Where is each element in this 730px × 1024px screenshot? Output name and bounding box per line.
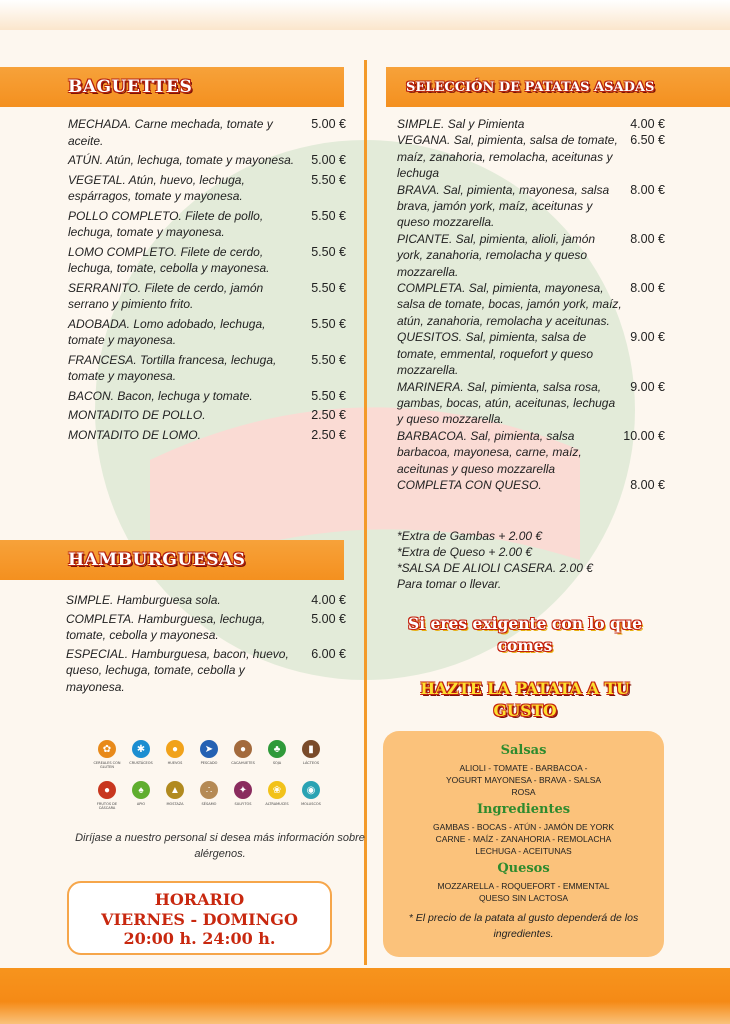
menu-item-name: LOMO COMPLETO. [68, 244, 178, 259]
menu-item [68, 172, 346, 205]
menu-item-ingredients: Sal, pimienta, mayonesa, salsa de tomate, bocas, jamón york, maíz, atún, zanahoria, remolacha y aceitunas. [397, 281, 622, 328]
crab-icon: ✱ [132, 740, 150, 758]
menu-item-description [397, 280, 630, 329]
menu-item [397, 231, 665, 280]
sulphite-icon: ✦ [234, 781, 252, 799]
menu-item-price: 9.00 € [630, 330, 665, 345]
menu-item-name: SERRANITO. [68, 280, 142, 295]
horario-hours: 20:00 h. 24:00 h. [123, 929, 276, 948]
slogan-exigente: Si eres exigente con lo que comes [408, 614, 642, 655]
allergen-item [158, 740, 192, 769]
quesos-list: MOZZARELLA - ROQUEFORT - EMMENTAL QUESO SIN LACTOSA [437, 881, 610, 903]
salsas-title: Salsas [500, 743, 547, 758]
extras-list [397, 528, 667, 592]
wheat-icon: ✿ [98, 740, 116, 758]
allergen-label: MOSTAZA [166, 802, 184, 806]
menu-item-ingredients: Sal, pimienta, salsa barbacoa, mayonesa, carne, maíz, aceitunas y queso mozzarella [397, 428, 582, 476]
menu-item-price: 5.00 € [311, 153, 346, 167]
menu-item [68, 407, 346, 424]
menu-item [397, 379, 665, 428]
allergen-label: PESCADO [200, 761, 218, 765]
menu-item-price: 4.00 € [630, 117, 665, 131]
ingredientes-title: Ingredientes [476, 802, 571, 817]
menu-item-price: 5.00 € [311, 611, 346, 626]
menu-item [397, 116, 665, 132]
menu-item [66, 646, 346, 696]
hamburguesas-title: HAMBURGUESAS [68, 550, 246, 570]
allergen-label: CACAHUETES [231, 761, 255, 765]
mollusc-icon: ◉ [302, 781, 320, 799]
menu-item [68, 208, 346, 241]
menu-item-price: 9.00 € [630, 379, 665, 394]
menu-item-description [397, 329, 630, 378]
menu-item [397, 477, 665, 493]
menu-item-name: SIMPLE. [66, 593, 114, 607]
menu-item-ingredients: Tortilla francesa, lechuga, tomate y mayonesa. [68, 352, 277, 383]
nut-icon: ● [98, 781, 116, 799]
menu-item-description [397, 116, 630, 132]
menu-item-name: VEGANA. [397, 133, 451, 148]
menu-item-price: 2.50 € [311, 408, 346, 422]
menu-item-ingredients: Hamburguesa, bacon, huevo, queso, lechuga, tomate, cebolla y mayonesa. [66, 646, 289, 694]
menu-item-description [66, 646, 311, 696]
menu-item-ingredients: Lomo adobado, lechuga, tomate y mayonesa. [68, 316, 266, 347]
lupin-icon: ❀ [268, 781, 286, 799]
menu-item-price: 5.50 € [311, 316, 346, 331]
menu-item-price: 4.00 € [311, 593, 346, 607]
menu-item-name: COMPLETA. [66, 611, 135, 626]
bottom-band [0, 968, 730, 1024]
allergen-item [226, 740, 260, 769]
quesos-title: Quesos [497, 861, 550, 876]
allergen-item [90, 781, 124, 810]
menu-item-description [68, 152, 311, 169]
allergen-item [124, 781, 158, 810]
allergen-item [226, 781, 260, 810]
menu-item-price: 5.50 € [311, 208, 346, 223]
menu-item-description [66, 592, 311, 609]
menu-item-price: 5.50 € [311, 244, 346, 259]
allergen-label: MOLUSCOS [301, 802, 321, 806]
allergen-item [158, 781, 192, 810]
menu-item-description [68, 407, 311, 424]
menu-item-ingredients: Filete de cerdo, jamón serrano y pimiento frito. [68, 280, 264, 311]
menu-item-name: BARBACOA. [397, 428, 468, 443]
menu-item [68, 280, 346, 313]
allergen-label: CRUSTÁCEOS [129, 761, 153, 765]
menu-item-name: VEGETAL. [68, 172, 126, 187]
allergen-item [124, 740, 158, 769]
menu-item-description [68, 172, 311, 205]
menu-item-description [397, 231, 630, 280]
menu-item-name: MONTADITO DE LOMO. [68, 427, 201, 442]
menu-item [68, 116, 346, 149]
menu-item-name: POLLO COMPLETO. [68, 208, 182, 223]
top-band [0, 0, 730, 30]
allergen-label: APIO [136, 802, 146, 806]
menu-item-description [68, 352, 311, 385]
menu-item [68, 388, 346, 405]
menu-item-ingredients: Sal y Pimienta [444, 117, 525, 131]
menu-item-description [68, 388, 311, 405]
menu-item-name: COMPLETA CON QUESO. [397, 477, 542, 492]
allergen-label: FRUTOS DE CÁSCARA [96, 802, 118, 810]
menu-item-name: ESPECIAL. [66, 646, 129, 661]
allergen-label: SÉSAMO [201, 802, 217, 806]
menu-item-name: FRANCESA. [68, 352, 137, 367]
menu-item-description [397, 379, 630, 428]
menu-item-price: 6.50 € [630, 133, 665, 148]
allergen-label: LÁCTEOS [302, 761, 320, 765]
menu-item-description [68, 208, 311, 241]
menu-item-ingredients: Sal, pimienta, salsa de tomate, emmental, roquefort y queso mozzarella. [397, 330, 594, 378]
menu-item-price: 8.00 € [630, 477, 665, 492]
allergen-item [294, 740, 328, 769]
menu-item-price: 8.00 € [630, 231, 665, 246]
slogan-hazte-patata: HAZTE LA PATATA A TU GUSTO [420, 679, 630, 720]
menu-item-price: 10.00 € [623, 428, 665, 443]
menu-item-name: BRAVA. [397, 182, 440, 197]
menu-item-price: 2.50 € [311, 427, 346, 442]
patatas-title: SELECCIÓN DE PATATAS ASADAS [406, 79, 655, 95]
menu-item-ingredients: Hamburguesa, lechuga, tomate, cebolla y mayonesa. [66, 611, 266, 642]
menu-item-ingredients: Sal, pimienta, mayonesa, salsa brava, jamón york, maíz, aceitunas y queso mozzarella. [397, 182, 610, 230]
allergen-item [90, 740, 124, 769]
sesame-icon: ∴ [200, 781, 218, 799]
menu-item-name: MARINERA. [397, 379, 464, 394]
menu-item [397, 329, 665, 378]
allergen-item [192, 781, 226, 810]
allergen-label: SULFITOS [234, 802, 252, 806]
peanut-icon: ● [234, 740, 252, 758]
menu-item-name: ATÚN. [68, 153, 104, 167]
menu-item-price: 5.50 € [311, 280, 346, 295]
menu-item-description [397, 428, 623, 477]
horario-days: VIERNES - DOMINGO [101, 909, 298, 929]
menu-item-name: MONTADITO DE POLLO. [68, 408, 206, 422]
allergen-note: Diríjase a nuestro personal si desea más información sobre alérgenos. [75, 832, 365, 860]
ingredientes-list: GAMBAS - BOCAS - ATÚN - JAMÓN DE YORK CARNE - MAÍZ - ZANAHORIA - REMOLACHA LECHUGA - ACEITUNAS [432, 822, 615, 856]
menu-item-name: MECHADA. [68, 117, 132, 131]
allergen-label: HUEVOS [167, 761, 183, 765]
menu-item-description [68, 427, 311, 444]
menu-item-description [397, 132, 630, 181]
extra-item: *Extra de Gambas + 2.00 € [397, 529, 543, 543]
menu-item-name: BACON. [68, 388, 115, 403]
menu-item-description [68, 116, 311, 149]
menu-item-description [397, 477, 630, 493]
menu-item-name: SIMPLE. [397, 117, 445, 131]
menu-item-ingredients: Atún, lechuga, tomate y mayonesa. [103, 153, 295, 167]
menu-item-ingredients: Sal, pimienta, salsa rosa, gambas, bocas, atún, aceitunas, lechuga y queso mozzarella. [397, 379, 616, 427]
patatas-list [397, 116, 665, 493]
baguettes-title: BAGUETTES [68, 77, 193, 97]
menu-item-name: QUESITOS. [397, 330, 463, 345]
menu-item-ingredients: Sal, pimienta, alioli, jamón york, zanahoria, remolacha y queso mozzarella. [397, 231, 596, 279]
allergen-item [260, 740, 294, 769]
menu-item-price: 8.00 € [630, 182, 665, 197]
allergen-label: SOJA [272, 761, 282, 765]
menu-item-ingredients: Atún, huevo, lechuga, espárragos, tomate y mayonesa. [68, 172, 245, 203]
menu-item-description [68, 280, 311, 313]
menu-item-price: 5.00 € [311, 117, 346, 131]
menu-item-ingredients: Hamburguesa sola. [113, 593, 221, 607]
menu-item-name: COMPLETA. [397, 281, 466, 296]
menu-item-price: 5.50 € [311, 352, 346, 367]
menu-item [68, 316, 346, 349]
precio-note: * El precio de la patata al gusto dependerá de los ingredientes. [408, 912, 639, 940]
patata-al-gusto-box [383, 731, 664, 957]
menu-item-price: 5.50 € [311, 172, 346, 187]
horario-title: HORARIO [154, 890, 245, 909]
horario-box [67, 881, 332, 955]
menu-item [397, 182, 665, 231]
menu-item-description [68, 244, 311, 277]
baguettes-list [68, 116, 346, 446]
extra-item: *Extra de Queso + 2.00 € [397, 545, 533, 559]
milk-icon: ▮ [302, 740, 320, 758]
allergen-item [192, 740, 226, 769]
allergen-label: CEREALES CON GLUTEN [93, 761, 121, 769]
menu-item [397, 428, 665, 477]
menu-item [68, 352, 346, 385]
menu-item-price: 8.00 € [630, 281, 665, 296]
menu-item-description [397, 182, 630, 231]
allergen-label: ALTRAMUCES [265, 802, 289, 806]
menu-item [68, 427, 346, 444]
menu-item [66, 592, 346, 609]
menu-item-name: PICANTE. [397, 231, 453, 246]
menu-item-ingredients: Sal, pimienta, salsa de tomate, maíz, zanahoria, remolacha, aceitunas y lechuga [397, 133, 618, 181]
menu-item [397, 280, 665, 329]
menu-item [66, 611, 346, 644]
egg-icon: ● [166, 740, 184, 758]
menu-item-description [66, 611, 311, 644]
menu-item-ingredients: Carne mechada, tomate y aceite. [68, 117, 273, 148]
extra-item: Para tomar o llevar. [397, 577, 502, 591]
mustard-icon: ▲ [166, 781, 184, 799]
menu-item-name: ADOBADA. [68, 316, 131, 331]
menu-item [68, 152, 346, 169]
menu-item-ingredients: Filete de pollo, lechuga, tomate y mayonesa. [68, 208, 264, 239]
salsas-list: ALIOLI - TOMATE - BARBACOA - YOGURT MAYONESA - BRAVA - SALSA ROSA [445, 763, 602, 797]
menu-item-description [68, 316, 311, 349]
extra-item: *SALSA DE ALIOLI CASERA. 2.00 € [397, 561, 593, 575]
allergen-item [294, 781, 328, 810]
menu-item [397, 132, 665, 181]
fish-icon: ➤ [200, 740, 218, 758]
allergen-item [260, 781, 294, 810]
hamburguesas-header [0, 540, 344, 580]
baguettes-header [0, 67, 344, 107]
allergen-grid [90, 740, 330, 810]
patatas-header [386, 67, 730, 107]
menu-item-ingredients: Bacon, lechuga y tomate. [114, 388, 253, 403]
hamburguesas-list [66, 592, 346, 697]
menu-item-price: 6.00 € [311, 646, 346, 661]
celery-icon: ♠ [132, 781, 150, 799]
menu-item-ingredients: Filete de cerdo, lechuga, tomate, cebolla y mayonesa. [68, 244, 270, 275]
soy-icon: ♣ [268, 740, 286, 758]
menu-item-price: 5.50 € [311, 388, 346, 403]
menu-item [68, 244, 346, 277]
